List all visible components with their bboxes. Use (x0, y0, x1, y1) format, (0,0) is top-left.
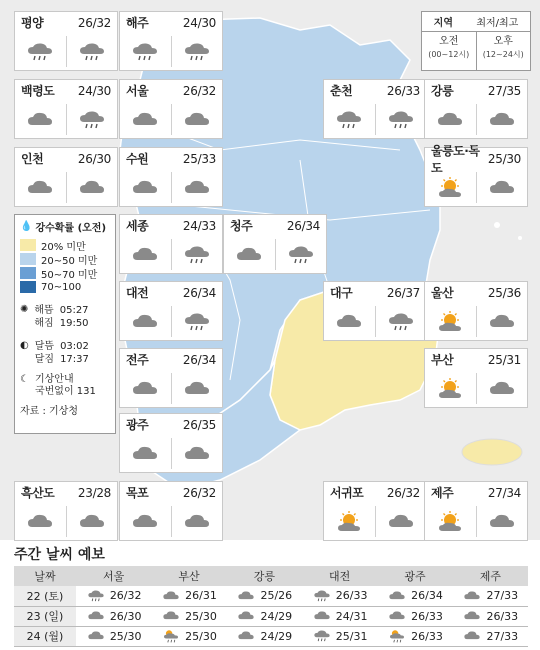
weekly-temp: 26/33 (486, 609, 519, 623)
city-temp: 26/34 (286, 218, 320, 233)
weekly-temp: 26/33 (411, 609, 443, 623)
sunrise-label: 해뜸 (34, 305, 54, 316)
weekly-row (14, 606, 528, 626)
cloud-icon (476, 306, 528, 337)
weekly-header-0: 날짜 (14, 566, 76, 586)
moonrise-label: 달뜸 (34, 341, 55, 352)
city-temp: 26/37 (386, 285, 420, 300)
weekly-title: 주간 날씨 예보 (14, 547, 105, 563)
weekly-temp: 26/32 (109, 589, 142, 603)
rain-cloud-icon (171, 306, 223, 337)
city-temp: 25/33 (182, 151, 216, 166)
city-name: 흑산도 (21, 486, 55, 500)
city-temp: 25/31 (487, 352, 521, 367)
raindrop-icon: 💧 (20, 221, 33, 232)
info-number: 131 (76, 386, 96, 397)
city-card-ulsan (424, 281, 528, 341)
map-jeju (462, 439, 522, 465)
swatch-0 (20, 239, 36, 251)
weekly-cell (76, 626, 151, 646)
city-card-mokpo (119, 481, 223, 541)
legend-am-label: 오전 (439, 36, 459, 47)
city-card-seoul (119, 79, 223, 139)
weekly-temp: 25/30 (185, 629, 217, 643)
sun-rain-cloud-icon (161, 629, 181, 643)
weekly-temp: 26/31 (185, 589, 217, 603)
cloud-icon (120, 503, 171, 540)
map-dokdo (518, 236, 522, 240)
cloud-icon (476, 172, 528, 203)
rain-cloud-icon (324, 101, 375, 138)
city-name: 울산 (431, 286, 454, 300)
city-card-chuncheon (323, 79, 427, 139)
cloud-icon (171, 172, 223, 203)
weekly-header-5: 광주 (377, 566, 452, 586)
city-name: 대구 (330, 286, 353, 300)
rain-level-0-label: 20% 미만 (41, 241, 86, 253)
weekly-header-4: 대전 (302, 566, 377, 586)
city-card-jeju (424, 481, 528, 541)
moon-icon: ◐ (20, 340, 29, 351)
source-text: 자료 : 기상청 (20, 406, 79, 417)
cloud-icon (236, 609, 256, 623)
city-name: 해주 (126, 16, 149, 30)
weekly-date: 24 (월) (14, 626, 76, 646)
rain-cloud-icon (275, 239, 327, 270)
cloud-icon (66, 506, 118, 537)
rain-cloud-icon (15, 33, 66, 70)
cloud-icon (120, 236, 171, 273)
sun-cloud-icon (324, 503, 375, 540)
city-card-ulleungdo (424, 143, 528, 207)
legend-pm-range: (12~24시) (482, 50, 524, 59)
weekly-temp: 26/33 (411, 629, 443, 643)
cloud-icon (66, 172, 118, 203)
city-temp: 24/30 (77, 83, 111, 98)
city-card-daejeon (119, 281, 223, 341)
weekly-temp: 27/33 (486, 629, 519, 643)
cloud-icon (224, 236, 275, 273)
city-name: 서귀포 (330, 486, 364, 500)
cloud-icon (324, 303, 375, 340)
city-temp: 24/30 (182, 15, 216, 30)
sun-cloud-icon (425, 370, 476, 407)
rain-cloud-icon (66, 36, 118, 67)
weekly-table (14, 566, 528, 647)
sunrise-time: 05:27 (59, 305, 89, 316)
city-name: 평양 (21, 16, 44, 30)
legend-am (422, 32, 476, 70)
cloud-icon (387, 609, 407, 623)
city-temp: 25/30 (487, 151, 521, 166)
legend-region-label: 지역 (433, 18, 453, 29)
city-name: 전주 (126, 353, 149, 367)
rain-legend-title-text: 강수확률 (오전) (35, 223, 107, 234)
legend-pm (476, 32, 531, 70)
city-name: 부산 (431, 353, 454, 367)
weekly-temp: 26/33 (335, 589, 368, 603)
rain-legend (14, 214, 116, 434)
weekly-cell (453, 586, 528, 606)
info-line1: 기상안내 (34, 374, 74, 385)
rain-cloud-icon (312, 589, 332, 603)
rain-cloud-icon (171, 239, 223, 270)
weekly-header-2: 부산 (151, 566, 226, 586)
weekly-cell (453, 626, 528, 646)
city-card-heuksando (14, 481, 118, 541)
city-temp: 26/32 (182, 485, 216, 500)
weekly-cell (302, 606, 377, 626)
weekly-header-6: 제주 (453, 566, 528, 586)
weekly-temp: 25/30 (185, 609, 217, 623)
weekly-cell (227, 586, 302, 606)
cloud-icon (15, 101, 66, 138)
city-card-daegu (323, 281, 427, 341)
city-temp: 24/33 (182, 218, 216, 233)
rain-level-0 (20, 238, 110, 252)
cloud-icon (171, 104, 223, 135)
city-name: 목포 (126, 486, 149, 500)
cloud-icon (171, 506, 223, 537)
cloud-icon (462, 589, 482, 603)
sun-icon: ✺ (20, 304, 29, 315)
city-name: 대전 (126, 286, 149, 300)
city-temp: 26/33 (386, 83, 420, 98)
rain-level-2 (20, 266, 110, 280)
cloud-icon (462, 629, 482, 643)
sun-cloud-icon (425, 169, 476, 206)
rain-level-3 (20, 280, 110, 294)
weekly-body (14, 586, 528, 646)
weekly-temp: 27/33 (486, 589, 519, 603)
weekly-cell (151, 586, 226, 606)
weekly-cell (227, 606, 302, 626)
city-name: 세종 (126, 219, 149, 233)
weekly-cell (302, 586, 377, 606)
sun-times (20, 304, 110, 330)
city-card-gangneung (424, 79, 528, 139)
city-temp: 23/28 (77, 485, 111, 500)
city-name: 수원 (126, 152, 149, 166)
rain-cloud-icon (120, 33, 171, 70)
city-temp: 26/32 (77, 15, 111, 30)
rain-cloud-icon (312, 629, 332, 643)
city-card-seogwipo (323, 481, 427, 541)
time-legend (421, 11, 531, 71)
weekly-temp: 25/30 (109, 629, 142, 643)
sun-cloud-icon (425, 503, 476, 540)
swatch-1 (20, 253, 36, 265)
cloud-icon (171, 438, 223, 469)
swatch-3 (20, 281, 36, 293)
cloud-icon (476, 373, 528, 404)
sun-cloud-icon (425, 303, 476, 340)
moon-times (20, 340, 110, 366)
city-card-baengnyeongdo (14, 79, 118, 139)
weekly-cell (377, 626, 452, 646)
cloud-icon (86, 629, 106, 643)
city-card-suwon (119, 147, 223, 207)
sun-rain-cloud-icon (387, 629, 407, 643)
moonrise-time: 03:02 (60, 341, 89, 352)
city-card-busan (424, 348, 528, 408)
rain-level-1 (20, 252, 110, 266)
city-card-pyongyang (14, 11, 118, 71)
cloud-icon (387, 589, 407, 603)
map-ulleungdo (494, 222, 500, 228)
weekly-temp: 24/31 (335, 609, 368, 623)
weekly-header-row (14, 566, 528, 586)
city-temp: 26/32 (182, 83, 216, 98)
city-temp: 26/35 (182, 417, 216, 432)
weekly-cell (227, 626, 302, 646)
city-name: 청주 (230, 219, 253, 233)
cloud-icon (171, 373, 223, 404)
city-name: 강릉 (431, 84, 454, 98)
city-temp: 26/30 (77, 151, 111, 166)
rain-level-1-label: 20~50 미만 (41, 255, 98, 267)
cloud-icon (312, 609, 332, 623)
city-card-incheon (14, 147, 118, 207)
swatch-2 (20, 267, 36, 279)
cloud-icon (476, 506, 528, 537)
city-card-haeju (119, 11, 223, 71)
weekly-temp: 26/30 (109, 609, 142, 623)
cloud-icon (120, 303, 171, 340)
cloud-icon (86, 609, 106, 623)
weekly-temp: 24/29 (260, 609, 293, 623)
city-temp: 25/36 (487, 285, 521, 300)
city-name: 울릉도·독도 (431, 143, 480, 175)
moonset-time: 17:37 (60, 354, 89, 365)
weekly-temp: 26/34 (411, 589, 443, 603)
city-card-gwangju (119, 413, 223, 473)
weekly-cell (76, 606, 151, 626)
city-temp: 26/34 (182, 285, 216, 300)
cloud-icon (120, 169, 171, 206)
legend-am-range: (00~12시) (428, 50, 470, 59)
cloud-icon (236, 589, 256, 603)
city-name: 춘천 (330, 84, 353, 98)
cloud-icon (462, 609, 482, 623)
phone-icon: ☾ (20, 374, 29, 385)
weekly-date: 22 (토) (14, 586, 76, 606)
rain-legend-title (20, 219, 110, 234)
city-name: 광주 (126, 418, 149, 432)
weekly-cell (453, 606, 528, 626)
rain-cloud-icon (86, 589, 106, 603)
legend-minmax-label: 최저/최고 (476, 18, 519, 29)
weekly-header-1: 서울 (76, 566, 151, 586)
city-card-jeonju (119, 348, 223, 408)
cloud-icon (161, 589, 181, 603)
cloud-icon (425, 101, 476, 138)
weekly-row (14, 586, 528, 606)
sunset-time: 19:50 (59, 318, 89, 329)
weekly-header-3: 강릉 (227, 566, 302, 586)
cloud-icon (375, 506, 427, 537)
city-name: 제주 (431, 486, 454, 500)
cloud-icon (120, 435, 171, 472)
weekly-cell (377, 586, 452, 606)
city-name: 서울 (126, 84, 149, 98)
cloud-icon (476, 104, 528, 135)
weekly-cell (151, 606, 226, 626)
city-temp: 27/34 (487, 485, 521, 500)
weekly-temp: 24/29 (260, 629, 293, 643)
weekly-date: 23 (일) (14, 606, 76, 626)
rain-cloud-icon (375, 306, 427, 337)
city-temp: 27/35 (487, 83, 521, 98)
weekly-temp: 25/31 (335, 629, 368, 643)
cloud-icon (120, 370, 171, 407)
rain-cloud-icon (66, 104, 118, 135)
rain-cloud-icon (171, 36, 223, 67)
weekly-temp: 25/26 (260, 589, 293, 603)
weekly-cell (377, 606, 452, 626)
weekly-cell (76, 586, 151, 606)
rain-level-3-label: 70~100 (41, 281, 82, 293)
city-temp: 26/34 (182, 352, 216, 367)
city-card-sejong (119, 214, 223, 274)
moonset-label: 달짐 (34, 354, 55, 365)
city-name: 백령도 (21, 84, 55, 98)
city-temp: 26/32 (386, 485, 420, 500)
info-line (20, 374, 110, 398)
city-card-cheongju (223, 214, 327, 274)
cloud-icon (15, 169, 66, 206)
weekly-cell (151, 626, 226, 646)
cloud-icon (120, 101, 171, 138)
weekly-cell (302, 626, 377, 646)
info-line2: 국번없이 (34, 386, 74, 397)
weekly-row (14, 626, 528, 646)
rain-cloud-icon (375, 104, 427, 135)
rain-level-2-label: 50~70 미만 (41, 269, 98, 281)
city-name: 인천 (21, 152, 44, 166)
cloud-icon (236, 629, 256, 643)
legend-pm-label: 오후 (493, 36, 513, 47)
cloud-icon (15, 503, 66, 540)
cloud-icon (161, 609, 181, 623)
sunset-label: 해짐 (34, 318, 54, 329)
